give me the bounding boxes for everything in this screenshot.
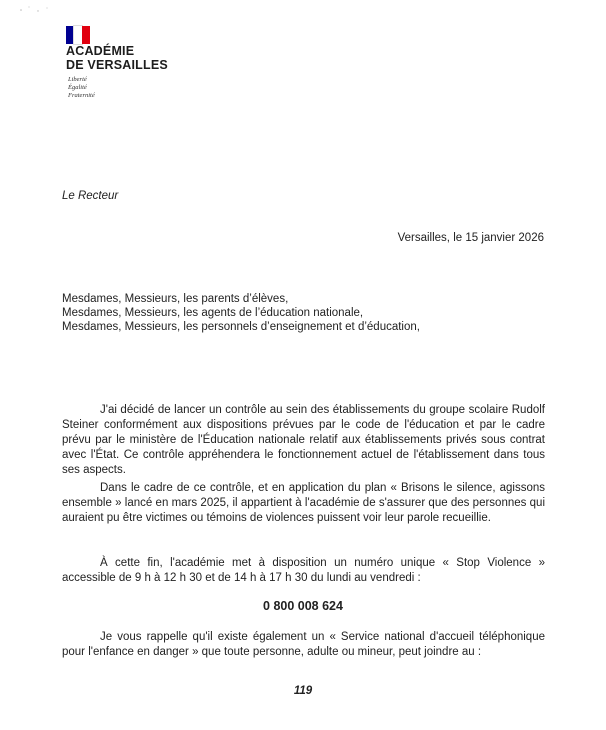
institution-name bbox=[66, 44, 168, 72]
phone-number: 0 800 008 624 bbox=[263, 599, 343, 613]
addressees bbox=[62, 292, 420, 334]
motto-fraternite: Fraternité bbox=[68, 92, 95, 99]
page-number: 119 bbox=[293, 685, 313, 697]
sender: Le Recteur bbox=[62, 190, 119, 202]
motto-egalite: Égalité bbox=[68, 84, 87, 91]
marianne-flag-icon bbox=[66, 26, 90, 44]
paragraph-controle: J'ai décidé de lancer un contrôle au sein des établissements du groupe scolaire Rudolf Steiner conformément aux dispositions prévues par le code de l'éducation et par le cadre prévu par le ministère de l'Éducation nationale relatif aux établissements privés sous contrat avec l'État. Ce contrôle appréhendera le fonctionnement actuel de l'établissement dans tous ses aspects. bbox=[62, 404, 545, 476]
addressee-line: Mesdames, Messieurs, les personnels d’enseignement et d’éducation, bbox=[62, 321, 420, 333]
paragraph-enfance-danger: Je vous rappelle qu'il existe également un « Service national d'accueil téléphonique pour l'enfance en danger » que toute personne, adulte ou mineur, peut joindre au : bbox=[62, 631, 545, 658]
republic-motto bbox=[68, 76, 95, 100]
dateline: Versailles, le 15 janvier 2026 bbox=[397, 232, 544, 244]
addressee-line: Mesdames, Messieurs, les agents de l’éducation nationale, bbox=[62, 307, 364, 319]
paragraph-stop-violence: À cette fin, l'académie met à disposition un numéro unique « Stop Violence » accessible de 9 h à 12 h 30 et de 14 h à 17 h 30 du lundi au vendredi : bbox=[62, 557, 545, 584]
motto-liberte: Liberté bbox=[68, 76, 87, 83]
scan-speck bbox=[18, 4, 52, 14]
addressee-line: Mesdames, Messieurs, les parents d’élèves, bbox=[62, 293, 289, 305]
paragraph-plan: Dans le cadre de ce contrôle, et en application du plan « Brisons le silence, agissons ensemble » lancé en mars 2025, il appartient à l'académie de s'assurer que des personnes qui auraient pu être victimes ou témoins de violences puissent voir leur parole recueillie. bbox=[62, 482, 545, 524]
institution-line-1: ACADÉMIE bbox=[66, 44, 135, 58]
institution-line-2: DE VERSAILLES bbox=[66, 58, 168, 72]
